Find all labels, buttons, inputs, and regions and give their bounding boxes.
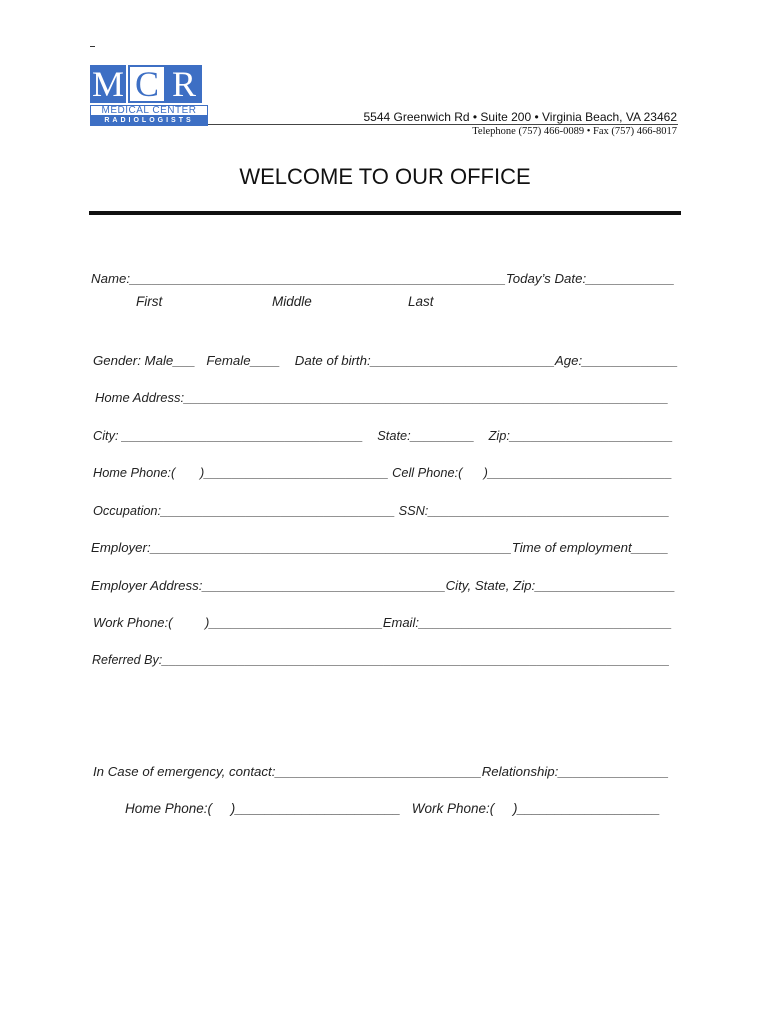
phone-field[interactable]: Home Phone:( )__________________________ Cell Phone:( )__________________________ — [93, 465, 673, 480]
employer-address-field[interactable]: Employer Address:_________________________________City, State, Zip:___________________ — [91, 578, 676, 593]
referred-by-field[interactable]: Referred By:_________________________________________________________________________ — [92, 653, 670, 667]
header-dash-mark — [90, 46, 95, 47]
logo-radiologists: RADIOLOGISTS — [90, 116, 208, 126]
name-last-label: Last — [408, 294, 434, 309]
office-telephone: Telephone (757) 466-0089 • Fax (757) 466-8017 — [472, 126, 677, 137]
gender-dob-age-field[interactable]: Gender: Male___ Female____ Date of birth:_________________________Age:_____________ — [93, 353, 678, 368]
emergency-phones-field[interactable]: Home Phone:( )______________________ Work Phone:( )___________________ — [125, 801, 661, 816]
mcr-logo — [90, 65, 208, 126]
header-rule — [208, 124, 678, 125]
work-phone-email-field[interactable]: Work Phone:( )________________________Email:___________________________________ — [93, 615, 672, 630]
logo-letter-m: M — [90, 65, 128, 103]
title-divider — [89, 211, 681, 215]
city-state-zip-field[interactable]: City: __________________________________ State:_________ Zip:_______________________ — [93, 428, 673, 443]
page-title: WELCOME TO OUR OFFICE — [239, 164, 531, 189]
name-first-label: First — [136, 294, 163, 309]
home-address-field[interactable]: Home Address:___________________________________________________________________ — [95, 390, 669, 405]
logo-letter-c: C — [128, 65, 166, 103]
emergency-contact-field[interactable]: In Case of emergency, contact:____________________________Relationship:_______________ — [93, 764, 669, 779]
name-field[interactable]: Name:___________________________________________________Today’s Date:____________ — [91, 271, 675, 286]
occupation-ssn-field[interactable]: Occupation:_________________________________ SSN:__________________________________ — [93, 503, 670, 518]
employer-field[interactable]: Employer:_________________________________________________Time of employment_____ — [91, 540, 669, 555]
office-address: 5544 Greenwich Rd • Suite 200 • Virginia Beach, VA 23462 — [363, 110, 677, 124]
logo-letter-r: R — [166, 65, 204, 103]
name-middle-label: Middle — [272, 294, 312, 309]
logo-medical-center: MEDICAL CENTER — [90, 105, 208, 116]
